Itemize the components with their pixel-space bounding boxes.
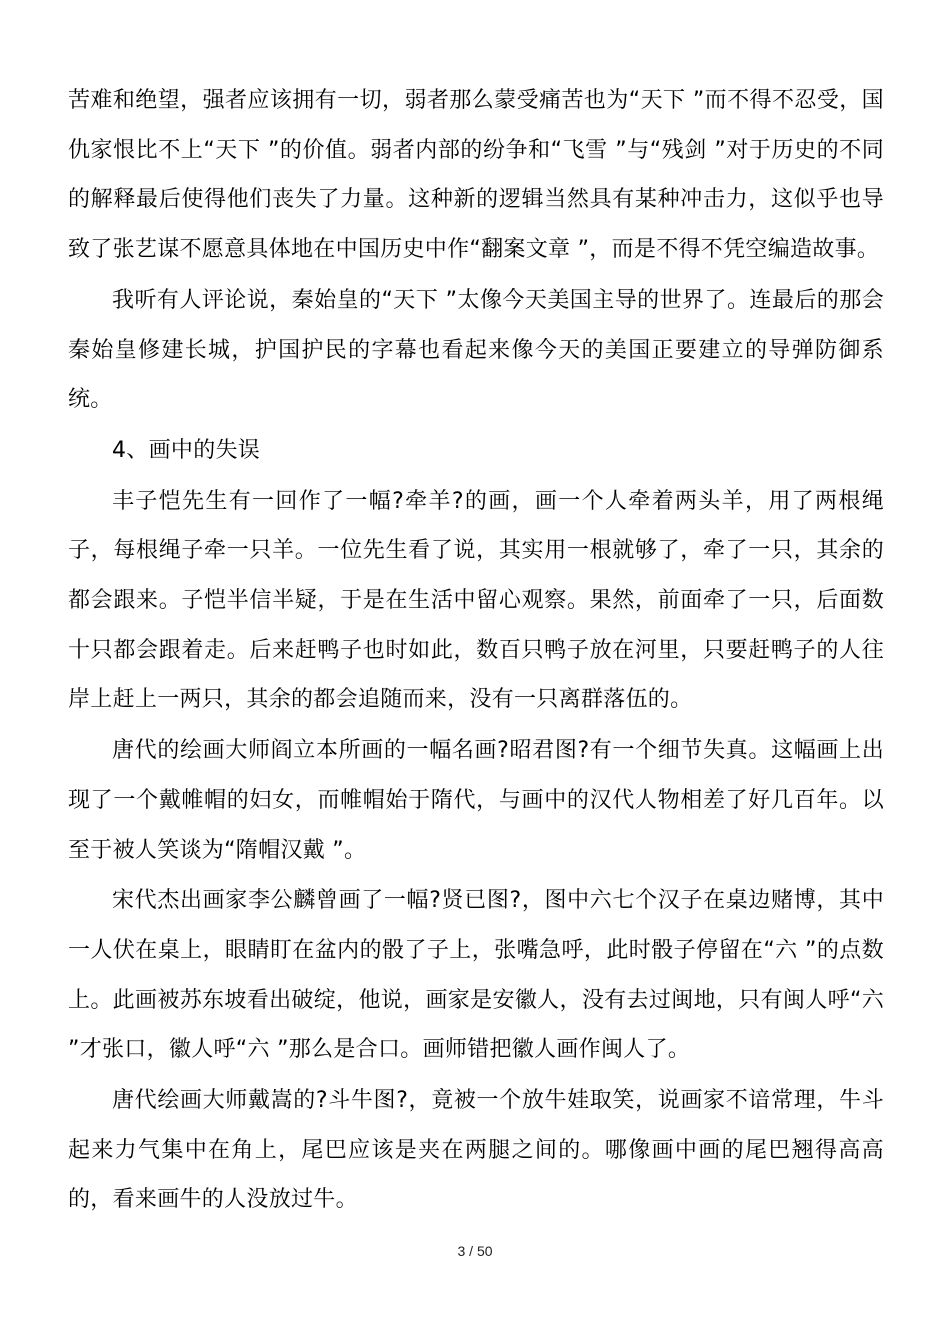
- paragraph-4: 唐代的绘画大师阎立本所画的一幅名画?昭君图?有一个细节失真。这幅画上出现了一个戴帷帽的妇女，而帷帽始于隋代，与画中的汉代人物相差了好几百年。以至于被人笑谈为“隋帽汉戴 ”。: [68, 738, 884, 863]
- section-heading: 4、画中的失误: [112, 437, 261, 463]
- paragraph-6: 唐代绘画大师戴嵩的?斗牛图?，竟被一个放牛娃取笑，说画家不谙常理，牛斗起来力气集中在角上，尾巴应该是夹在两腿之间的。哪像画中画的尾巴翘得高高的，看来画牛的人没放过牛。: [68, 1088, 884, 1213]
- paragraph-5: 宋代杰出画家李公麟曾画了一幅?贤已图?，图中六七个汉子在桌边赌博，其中一人伏在桌上，眼睛盯在盆内的骰了子上，张嘴急呼，此时骰子停留在“六 ”的点数上。此画被苏东坡看出破绽，他说，画家是安徽人，没有去过闽地，只有闽人呼“六 ”才张口，徽人呼“六 ”那么是合口。画师错把徽人画作闽人了。: [68, 888, 884, 1063]
- page-number: 3 / 50: [457, 1243, 493, 1259]
- paragraph-2: 我听有人评论说，秦始皇的“天下 ”太像今天美国主导的世界了。连最后的那会秦始皇修建长城，护国护民的字幕也看起来像今天的美国正要建立的导弹防御系统。: [68, 287, 884, 413]
- paragraph-3: 丰子恺先生有一回作了一幅?牵羊?的画，画一个人牵着两头羊，用了两根绳子，每根绳子牵一只羊。一位先生看了说，其实用一根就够了，牵了一只，其余的都会跟来。子恺半信半疑，于是在生活中留心观察。果然，前面牵了一只，后面数十只都会跟着走。后来赶鸭子也时如此，数百只鸭子放在河里，只要赶鸭子的人往岸上赶上一两只，其余的都会追随而来，没有一只离群落伍的。: [68, 488, 884, 713]
- document-body: [68, 76, 884, 1226]
- paragraph-1: 苦难和绝望，强者应该拥有一切，弱者那么蒙受痛苦也为“天下 ”而不得不忍受，国仇家恨比不上“天下 ”的价值。弱者内部的纷争和“飞雪 ”与“残剑 ”对于历史的不同的解释最后使得他们丧失了力量。这种新的逻辑当然具有某种冲击力，这似乎也导致了张艺谋不愿意具体地在中国历史中作“翻案文章 ”，而是不得不凭空编造故事。: [68, 88, 884, 263]
